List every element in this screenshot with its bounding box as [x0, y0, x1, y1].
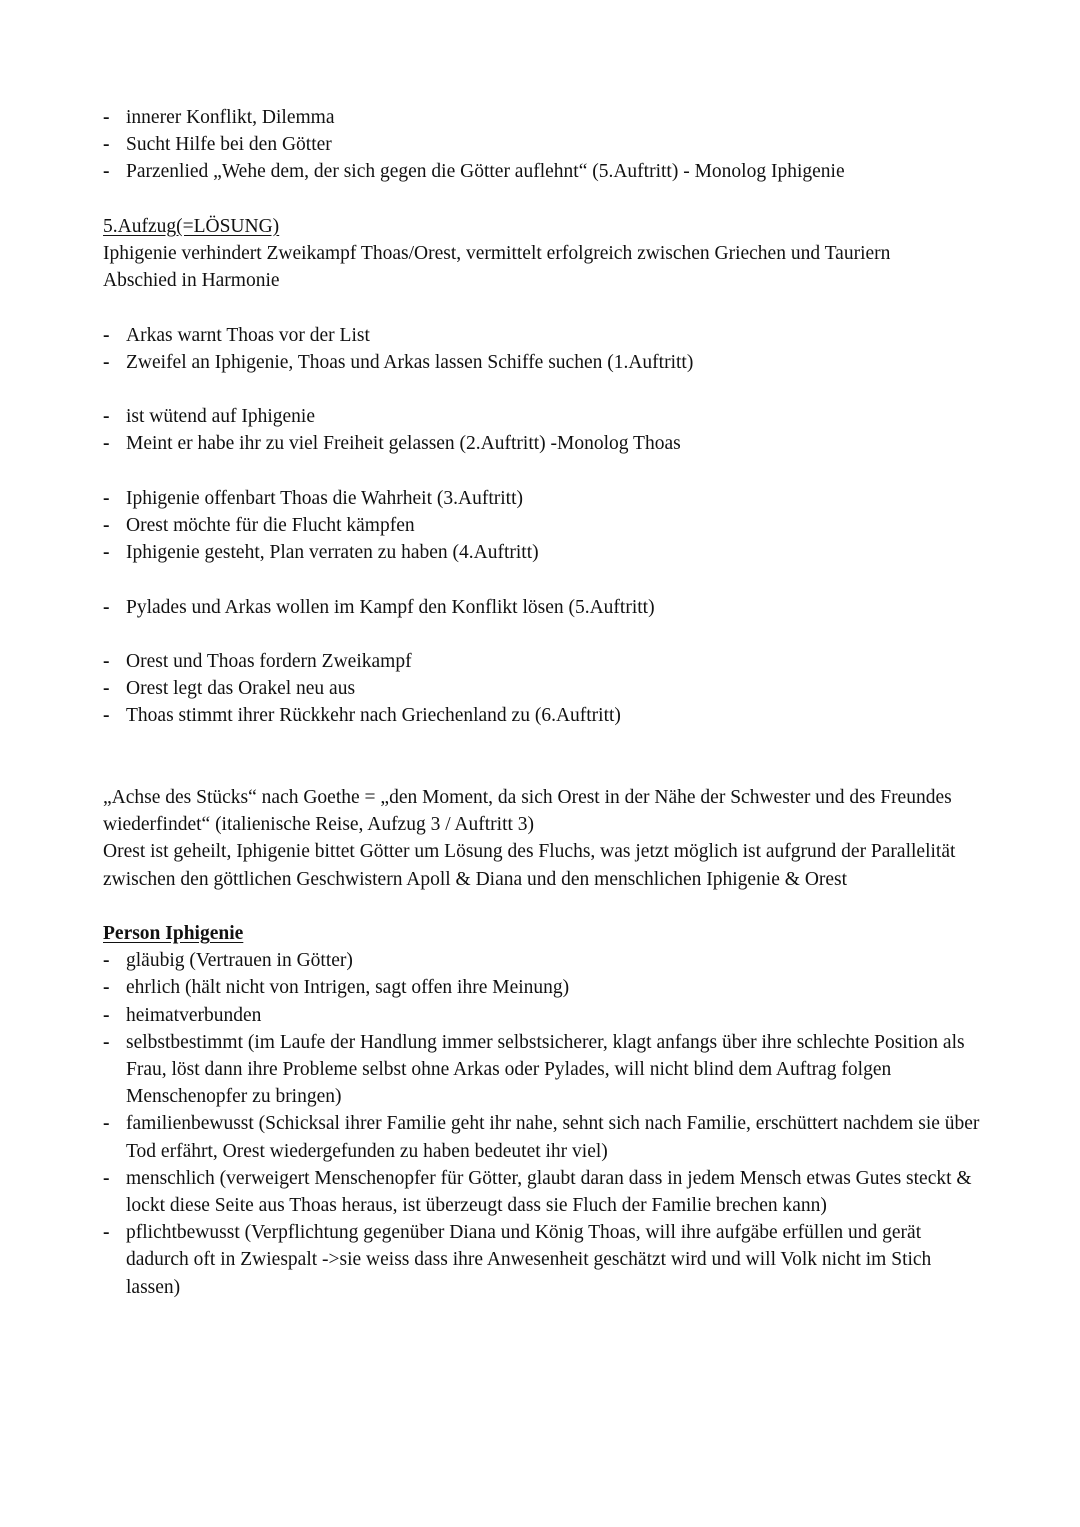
list-item: - Meint er habe ihr zu viel Freiheit gelassen (2.Auftritt) -Monolog Thoas — [103, 430, 983, 457]
dash-bullet: - — [103, 514, 110, 536]
dash-bullet: - — [103, 542, 110, 564]
dash-bullet: - — [103, 107, 110, 128]
list-item: - Thoas stimmt ihrer Rückkehr nach Griechenland zu (6.Auftritt) — [103, 702, 983, 729]
aufzug5-group-2 — [103, 403, 983, 457]
achse-text: Orest ist geheilt, Iphigenie bittet Götter um Lösung des Fluchs, was jetzt möglich ist aufgrund der Parallelität zwischen den göttlichen Geschwistern Apoll & Diana und den menschlichen Iphigenie & Orest — [103, 841, 956, 890]
dash-bullet: - — [103, 1113, 110, 1135]
dash-bullet: - — [103, 1004, 110, 1026]
list-item: - Pylades und Arkas wollen im Kampf den Konflikt lösen (5.Auftritt) — [103, 594, 983, 621]
person-heading: Person Iphigenie — [103, 922, 244, 944]
dash-bullet: - — [103, 324, 110, 346]
aufzug5-summary: Iphigenie verhindert Zweikampf Thoas/Orest, vermittelt erfolgreich zwischen Griechen und Tauriern — [103, 243, 891, 264]
dash-bullet: - — [103, 650, 110, 672]
list-item: - Arkas warnt Thoas vor der List — [103, 322, 983, 349]
aufzug5-group-3 — [103, 485, 983, 567]
dash-bullet: - — [103, 134, 110, 156]
dash-bullet: - — [103, 406, 110, 428]
dash-bullet: - — [103, 351, 110, 373]
list-item: - Orest möchte für die Flucht kämpfen — [103, 512, 983, 539]
list-item: - ehrlich (hält nicht von Intrigen, sagt offen ihre Meinung) — [103, 974, 983, 1001]
dash-bullet: - — [103, 1222, 110, 1244]
dash-bullet: - — [103, 1167, 110, 1189]
list-item: - innerer Konflikt, Dilemma — [103, 104, 983, 131]
dash-bullet: - — [103, 950, 110, 972]
list-item: - Sucht Hilfe bei den Götter — [103, 131, 983, 158]
list-item: - Parzenlied „Wehe dem, der sich gegen die Götter auflehnt“ (5.Auftritt) - Monolog Iphigenie — [103, 158, 983, 185]
list-item: - Orest und Thoas fordern Zweikampf — [103, 648, 983, 675]
list-item: - pflichtbewusst (Verpflichtung gegenüber Diana und König Thoas, will ihre aufgäbe erfüllen und gerät dadurch oft in Zwiespalt ->sie weiss dass ihre Anwesenheit geschätzt wird und will Volk nicht im Stich lassen) — [103, 1219, 983, 1301]
dash-bullet: - — [103, 487, 110, 509]
dash-bullet: - — [103, 596, 110, 618]
list-item: - familienbewusst (Schicksal ihrer Familie geht ihr nahe, sehnt sich nach Familie, erschüttert nachdem sie über Tod erfährt, Orest wiedergefunden zu haben bedeutet ihr viel) — [103, 1110, 983, 1164]
dash-bullet: - — [103, 678, 110, 700]
list-item: - heimatverbunden — [103, 1002, 983, 1029]
aufzug5-group-5 — [103, 648, 983, 730]
person-traits — [103, 947, 983, 1301]
dash-bullet: - — [103, 977, 110, 999]
list-item: - ist wütend auf Iphigenie — [103, 403, 983, 430]
dash-bullet: - — [103, 161, 110, 183]
list-item: - Zweifel an Iphigenie, Thoas und Arkas lassen Schiffe suchen (1.Auftritt) — [103, 349, 983, 376]
dash-bullet: - — [103, 705, 110, 727]
aufzug5-summary-2: Abschied in Harmonie — [103, 270, 280, 292]
list-top — [103, 104, 983, 186]
list-item: - Iphigenie gesteht, Plan verraten zu haben (4.Auftritt) — [103, 539, 983, 566]
list-item: - selbstbestimmt (im Laufe der Handlung immer selbstsicherer, klagt anfangs über ihre schlechte Position als Frau, löst dann ihre Probleme selbst ohne Arkas oder Pylades, will nicht blind dem Auftrag folgen Menschenopfer zu bringen) — [103, 1029, 983, 1111]
aufzug5-heading: 5.Aufzug(=LÖSUNG) — [103, 215, 280, 237]
list-item: - Orest legt das Orakel neu aus — [103, 675, 983, 702]
list-item: - gläubig (Vertrauen in Götter) — [103, 947, 983, 974]
aufzug5-group-1 — [103, 322, 983, 376]
achse-quote: „Achse des Stücks“ nach Goethe = „den Moment, da sich Orest in der Nähe der Schwester und des Freundes wiederfindet“ (italienische Reise, Aufzug 3 / Auftritt 3) — [103, 786, 952, 836]
list-item: - menschlich (verweigert Menschenopfer für Götter, glaubt daran dass in jedem Mensch etwas Gutes steckt & lockt diese Seite aus Thoas heraus, ist überzeugt dass sie Fluch der Familie brechen kann) — [103, 1165, 983, 1219]
dash-bullet: - — [103, 433, 110, 455]
document-page — [103, 104, 983, 1301]
dash-bullet: - — [103, 1031, 110, 1053]
list-item: - Iphigenie offenbart Thoas die Wahrheit (3.Auftritt) — [103, 485, 983, 512]
aufzug5-group-4 — [103, 594, 983, 621]
